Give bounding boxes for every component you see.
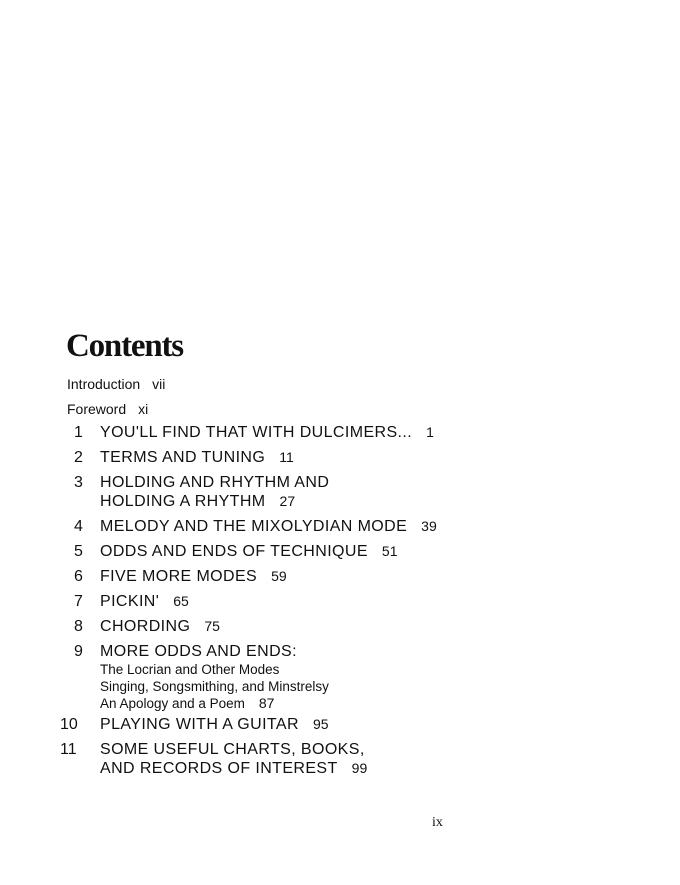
chapter-number: 2 — [74, 449, 83, 466]
chapter-entry-8 — [60, 617, 620, 642]
chapter-number: 8 — [74, 618, 83, 635]
page-number: ix — [432, 815, 443, 830]
chapter-title: MELODY AND THE MIXOLYDIAN MODE 39 — [100, 518, 437, 535]
chapter-number: 3 — [74, 474, 83, 491]
chapter-page: 75 — [204, 618, 220, 634]
toc-entry-introduction — [67, 375, 165, 393]
chapter-title-line: AND RECORDS OF INTEREST 99 — [100, 760, 368, 777]
chapter-entry-3 — [60, 473, 620, 517]
chapter-title-line: SOME USEFUL CHARTS, BOOKS, — [100, 741, 365, 758]
chapter-title: ODDS AND ENDS OF TECHNIQUE 51 — [100, 543, 398, 560]
chapter-page: 95 — [312, 716, 329, 732]
chapter-entry-2 — [60, 448, 620, 473]
chapter-title: PICKIN' 65 — [100, 593, 189, 610]
chapter-entry-7 — [60, 592, 620, 617]
chapter-page: 1 — [426, 424, 434, 440]
chapter-title: YOU'LL FIND THAT WITH DULCIMERS... 1 — [100, 424, 434, 441]
chapter-entry-6 — [60, 567, 620, 592]
chapter-entry-1 — [60, 423, 620, 448]
chapter-entry-9 — [60, 642, 620, 715]
chapter-page: 59 — [271, 568, 287, 584]
entry-label: Foreword — [67, 401, 127, 417]
chapter-list — [60, 423, 620, 784]
toc-entry-foreword — [67, 400, 148, 418]
page-title: Contents — [66, 328, 183, 364]
chapter-page: 27 — [279, 493, 296, 509]
chapter-title: FIVE MORE MODES 59 — [100, 568, 287, 585]
chapter-title: CHORDING 75 — [100, 618, 220, 635]
chapter-title: TERMS AND TUNING 11 — [100, 449, 294, 466]
chapter-number: 5 — [74, 543, 83, 560]
chapter-subsection: The Locrian and Other Modes — [100, 662, 280, 677]
chapter-title-line: HOLDING AND RHYTHM AND — [100, 474, 330, 491]
entry-page: vii — [152, 376, 166, 392]
chapter-title: PLAYING WITH A GUITAR 95 — [100, 716, 329, 733]
chapter-subsection: An Apology and a Poem 87 — [100, 695, 275, 711]
chapter-entry-5 — [60, 542, 620, 567]
chapter-title: MORE ODDS AND ENDS: — [100, 643, 297, 660]
chapter-entry-4 — [60, 517, 620, 542]
chapter-page: 65 — [173, 593, 189, 609]
entry-label: Introduction — [67, 376, 141, 392]
chapter-page: 11 — [279, 449, 294, 465]
chapter-entry-10 — [60, 715, 620, 740]
chapter-number: 6 — [74, 568, 83, 585]
chapter-entry-11 — [60, 740, 620, 784]
chapter-number: 10 — [60, 716, 78, 733]
chapter-page: 51 — [381, 543, 398, 559]
chapter-page: 87 — [258, 695, 275, 711]
entry-page: xi — [138, 401, 149, 417]
chapter-page: 39 — [421, 518, 437, 534]
chapter-subsection: Singing, Songsmithing, and Minstrelsy — [100, 679, 329, 694]
chapter-number: 7 — [74, 593, 83, 610]
chapter-number: 1 — [74, 424, 83, 441]
chapter-number: 11 — [60, 741, 77, 758]
chapter-number: 4 — [74, 518, 83, 535]
chapter-title-line: HOLDING A RHYTHM 27 — [100, 493, 296, 510]
chapter-number: 9 — [74, 643, 83, 660]
chapter-page: 99 — [351, 760, 368, 776]
